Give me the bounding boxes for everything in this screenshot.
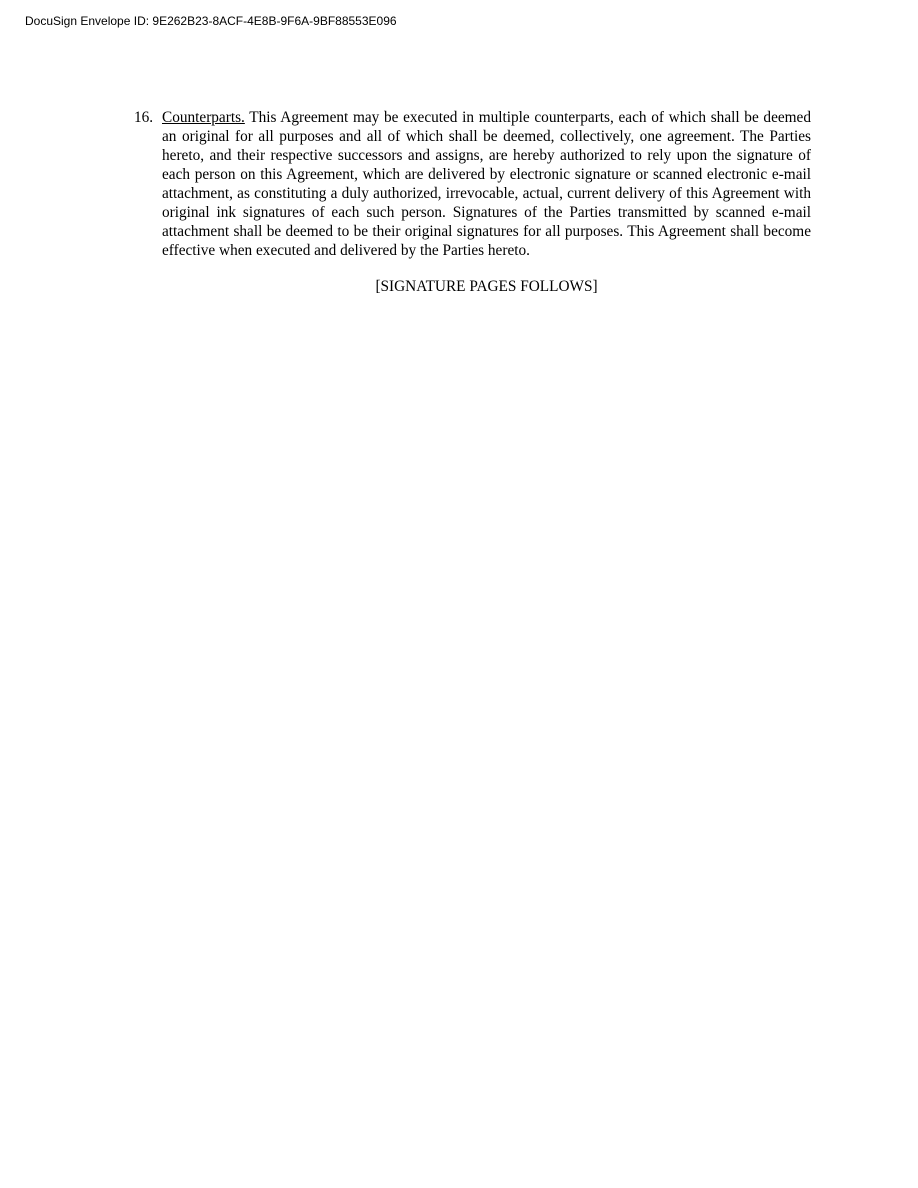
clause-heading: Counterparts. bbox=[162, 109, 245, 126]
agreement-section bbox=[134, 108, 811, 296]
clause-counterparts bbox=[134, 108, 811, 260]
clause-text bbox=[162, 108, 811, 260]
docusign-envelope-id: DocuSign Envelope ID: 9E262B23-8ACF-4E8B-9F6A-9BF88553E096 bbox=[25, 14, 397, 28]
signature-pages-note: [SIGNATURE PAGES FOLLOWS] bbox=[375, 278, 598, 295]
clause-body-text: This Agreement may be executed in multiple counterparts, each of which shall be deemed an original for all purposes and all of which shall be deemed, collectively, one agreement. The Parties hereto, and their respective successors and assigns, are hereby authorized to rely upon the signature of each person on this Agreement, which are delivered by electronic signature or scanned electronic e-mail attachment, as constituting a duly authorized, irrevocable, actual, current delivery of this Agreement with original ink signatures of each such person. Signatures of the Parties transmitted by scanned e-mail attachment shall be deemed to be their original signatures for all purposes. This Agreement shall become effective when executed and delivered by the Parties hereto. bbox=[162, 109, 811, 259]
clause-number: 16. bbox=[134, 109, 154, 126]
